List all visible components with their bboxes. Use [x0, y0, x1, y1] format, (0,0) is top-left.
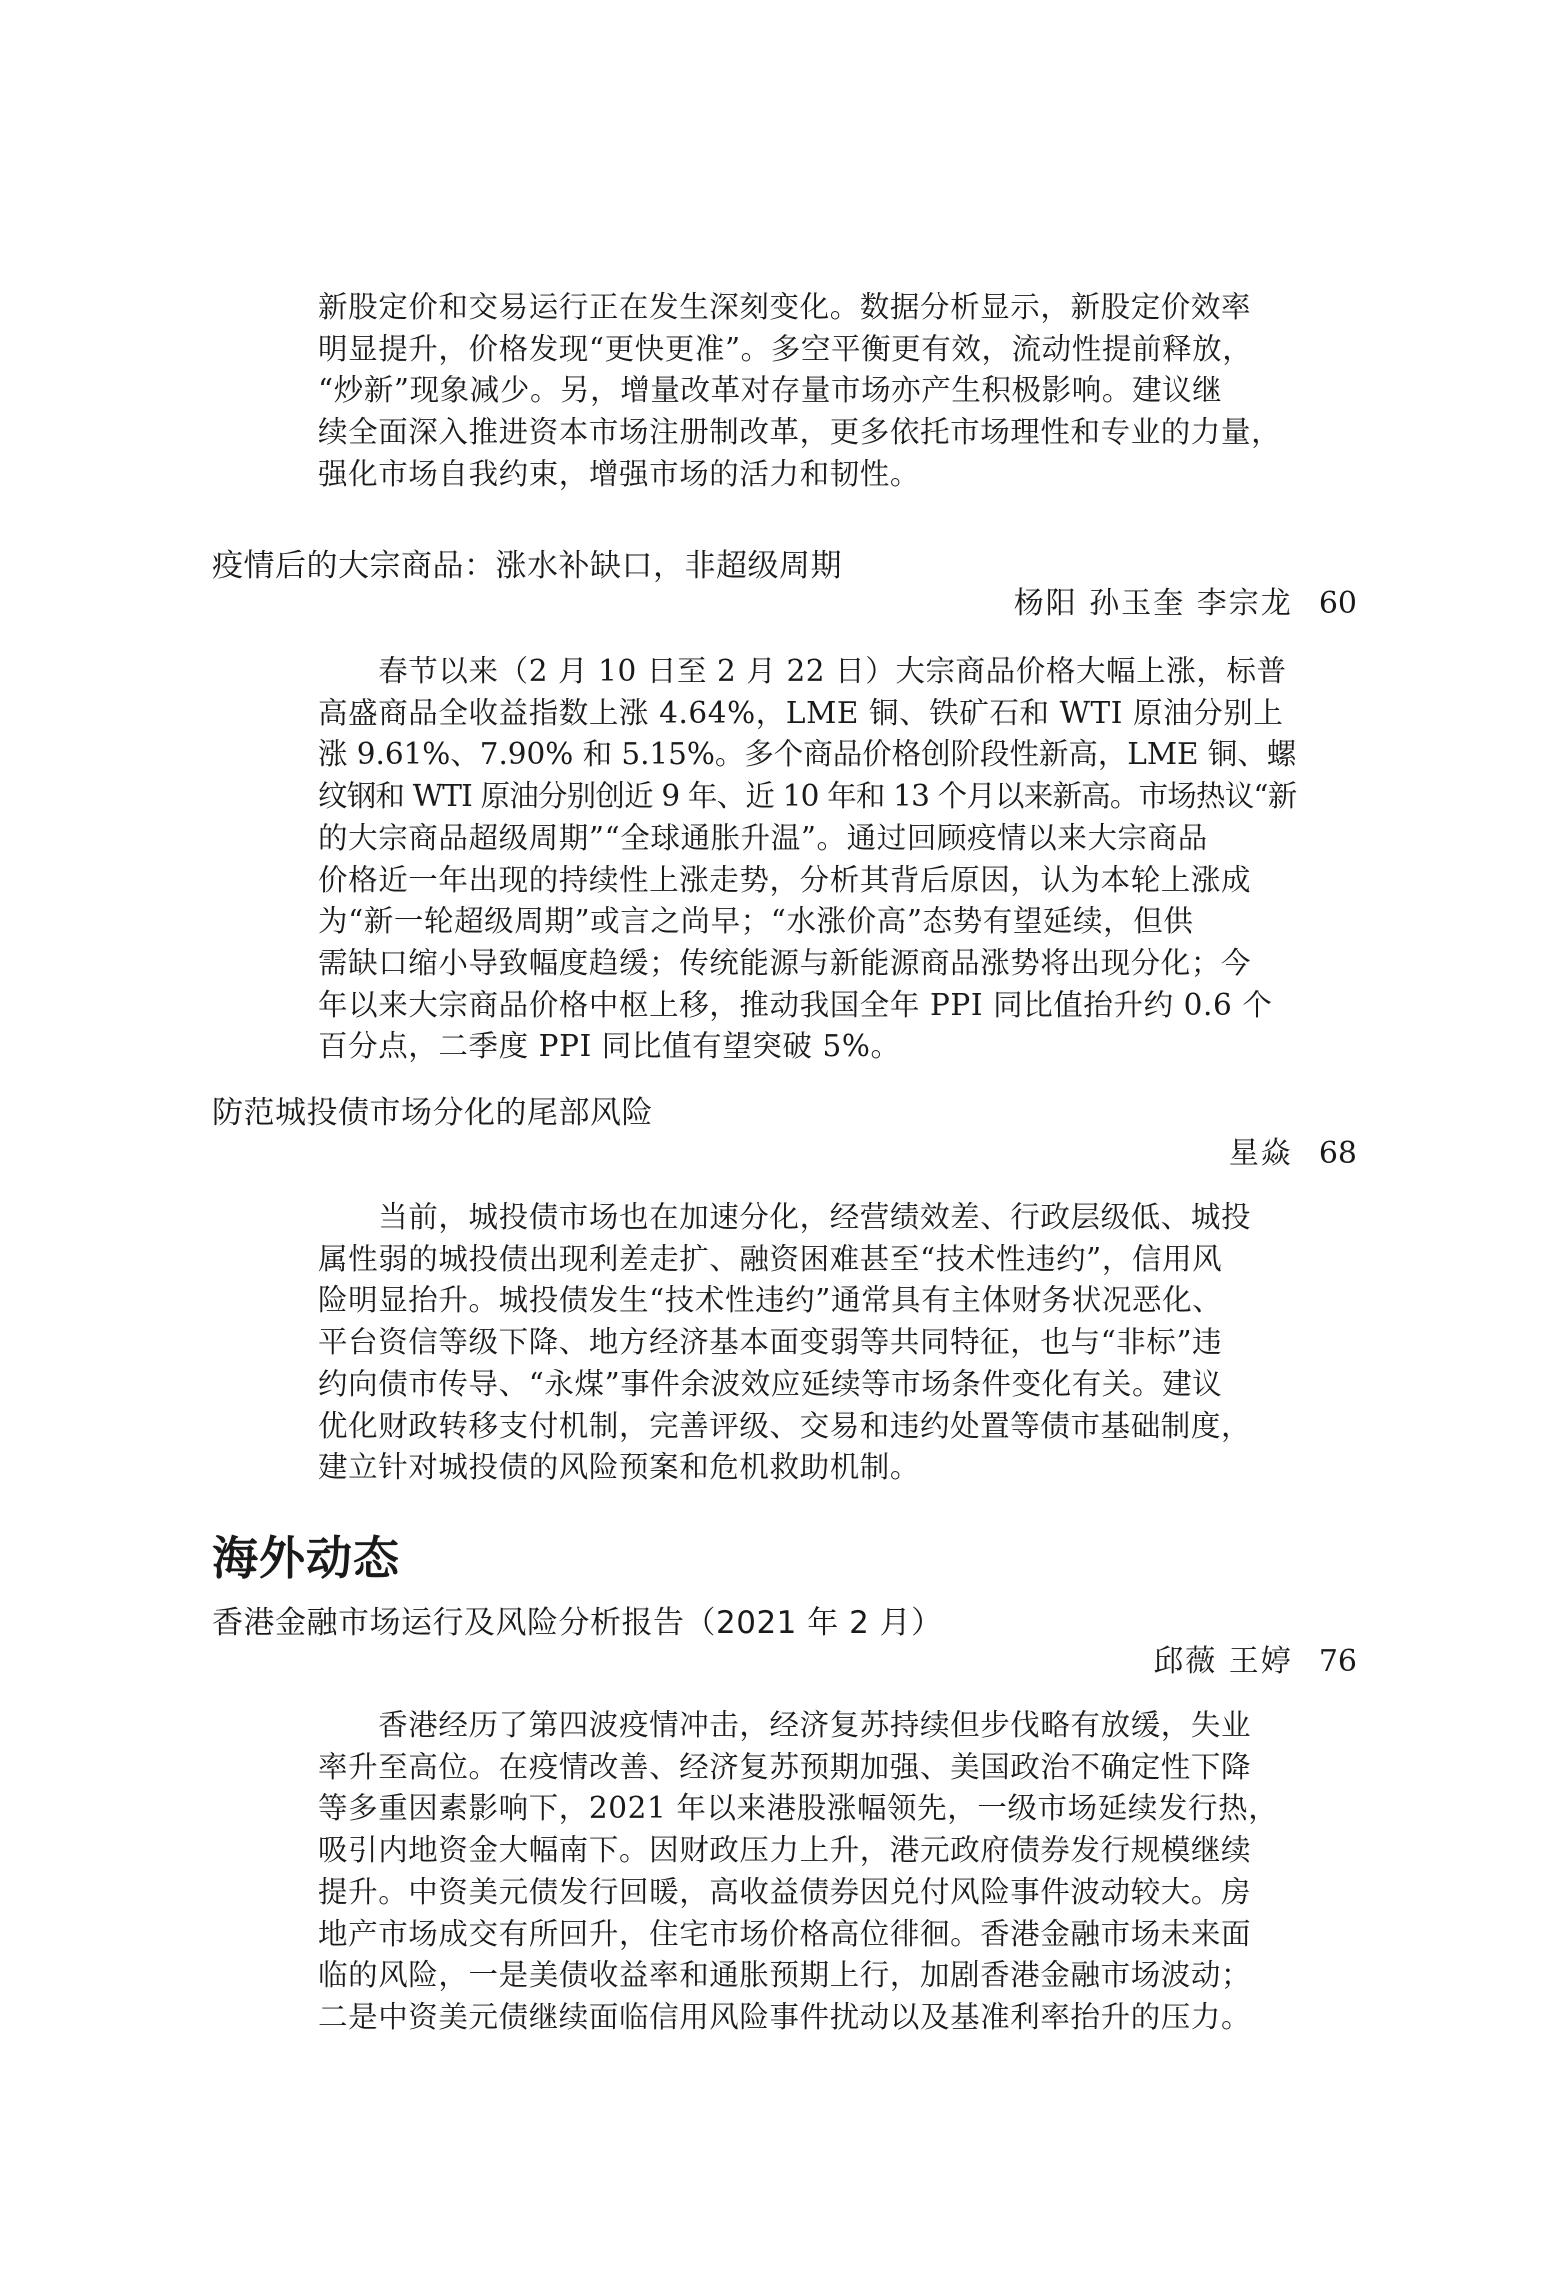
text-line: 强化市场自我约束，增强市场的活力和韧性。 [318, 456, 921, 491]
text-line: 纹钢和 WTI 原油分别创近 9 年、近 10 年和 13 个月以来新高。市场热议“新 [318, 779, 1297, 814]
text-line: 新股定价和交易运行正在发生深刻变化。数据分析显示，新股定价效率 [318, 290, 1252, 324]
article-title: 防范城投债市场分化的尾部风险 [212, 1095, 653, 1131]
article-byline [1229, 1128, 1357, 1172]
text-line: 为“新一轮超级周期”或言之尚早；“水涨价高”态势有望延续，但供 [318, 904, 1194, 939]
intro-paragraph [318, 287, 1296, 496]
text-line: 吸引内地资金大幅南下。因财政压力上升，港元政府债券发行规模继续 [318, 1833, 1252, 1868]
text-line: 等多重因素影响下，2021 年以来港股涨幅领先，一级市场延续发行热， [318, 1791, 1279, 1826]
article-abstract [318, 1705, 1296, 2039]
text-line: 需缺口缩小导致幅度趋缓；传统能源与新能源商品涨势将出现分化；今 [318, 945, 1252, 980]
text-line: 平台资信等级下降、地方经济基本面变弱等共同特征，也与“非标”违 [318, 1325, 1223, 1360]
text-line: 涨 9.61%、7.90% 和 5.15%。多个商品价格创阶段性新高，LME 铜、螺 [318, 737, 1297, 772]
text-line: 属性弱的城投债出现利差走扩、融资困难甚至“技术性违约”，信用风 [318, 1241, 1223, 1276]
text-line: 续全面深入推进资本市场注册制改革，更多依托市场理性和专业的力量， [318, 415, 1282, 450]
section-heading: 海外动态 [212, 1531, 400, 1585]
text-line: 的大宗商品超级周期”“全球通胀升温”。通过回顾疫情以来大宗商品 [318, 820, 1208, 855]
text-line: 率升至高位。在疫情改善、经济复苏预期加强、美国政治不确定性下降 [318, 1749, 1252, 1784]
text-line: 二是中资美元债继续面临信用风险事件扰动以及基准利率抬升的压力。 [318, 1999, 1252, 2034]
page-number: 60 [1318, 586, 1357, 621]
article-title: 香港金融市场运行及风险分析报告（2021 年 2 月） [212, 1605, 943, 1641]
article-byline [1153, 1636, 1357, 1680]
article-authors: 杨阳 孙玉奎 李宗龙 [1013, 586, 1293, 621]
text-line: 百分点，二季度 PPI 同比值有望突破 5%。 [318, 1029, 901, 1064]
article-abstract [318, 651, 1296, 1068]
article-abstract [318, 1197, 1296, 1489]
text-line: 当前，城投债市场也在加速分化，经营绩效差、行政层级低、城投 [318, 1200, 1252, 1234]
text-line: 建立针对城投债的风险预案和危机救助机制。 [318, 1450, 921, 1485]
text-line: 价格近一年出现的持续性上涨走势，分析其背后原因，认为本轮上涨成 [318, 862, 1252, 897]
text-line: 优化财政转移支付机制，完善评级、交易和违约处置等债市基础制度， [318, 1408, 1252, 1443]
article-title: 疫情后的大宗商品：涨水补缺口，非超级周期 [212, 548, 842, 584]
page-number: 68 [1318, 1136, 1357, 1171]
text-line: 约向债市传导、“永煤”事件余波效应延续等市场条件变化有关。建议 [318, 1366, 1223, 1401]
text-line: 地产市场成交有所回升，住宅市场价格高位徘徊。香港金融市场未来面 [318, 1916, 1252, 1951]
text-line: 年以来大宗商品价格中枢上移，推动我国全年 PPI 同比值抬升约 0.6 个 [318, 987, 1273, 1022]
text-line: 险明显抬升。城投债发生“技术性违约”通常具有主体财务状况恶化、 [318, 1283, 1223, 1318]
article-byline [1014, 578, 1357, 622]
text-line: “炒新”现象减少。另，增量改革对存量市场亦产生积极影响。建议继 [318, 373, 1223, 408]
text-line: 香港经历了第四波疫情冲击，经济复苏持续但步伐略有放缓，失业 [318, 1708, 1252, 1742]
text-line: 提升。中资美元债发行回暖，高收益债券因兑付风险事件波动较大。房 [318, 1874, 1252, 1909]
text-line: 春节以来（2 月 10 日至 2 月 22 日）大宗商品价格大幅上涨，标普 [318, 654, 1287, 688]
text-line: 高盛商品全收益指数上涨 4.64%，LME 铜、铁矿石和 WTI 原油分别上 [318, 695, 1284, 730]
article-authors: 星焱 [1228, 1136, 1293, 1171]
text-line: 临的风险，一是美债收益率和通胀预期上行，加剧香港金融市场波动； [318, 1958, 1252, 1993]
article-authors: 邱薇 王婷 [1153, 1644, 1293, 1679]
page-number: 76 [1318, 1644, 1357, 1679]
text-line: 明显提升，价格发现“更快更准”。多空平衡更有效，流动性提前释放， [318, 331, 1253, 366]
